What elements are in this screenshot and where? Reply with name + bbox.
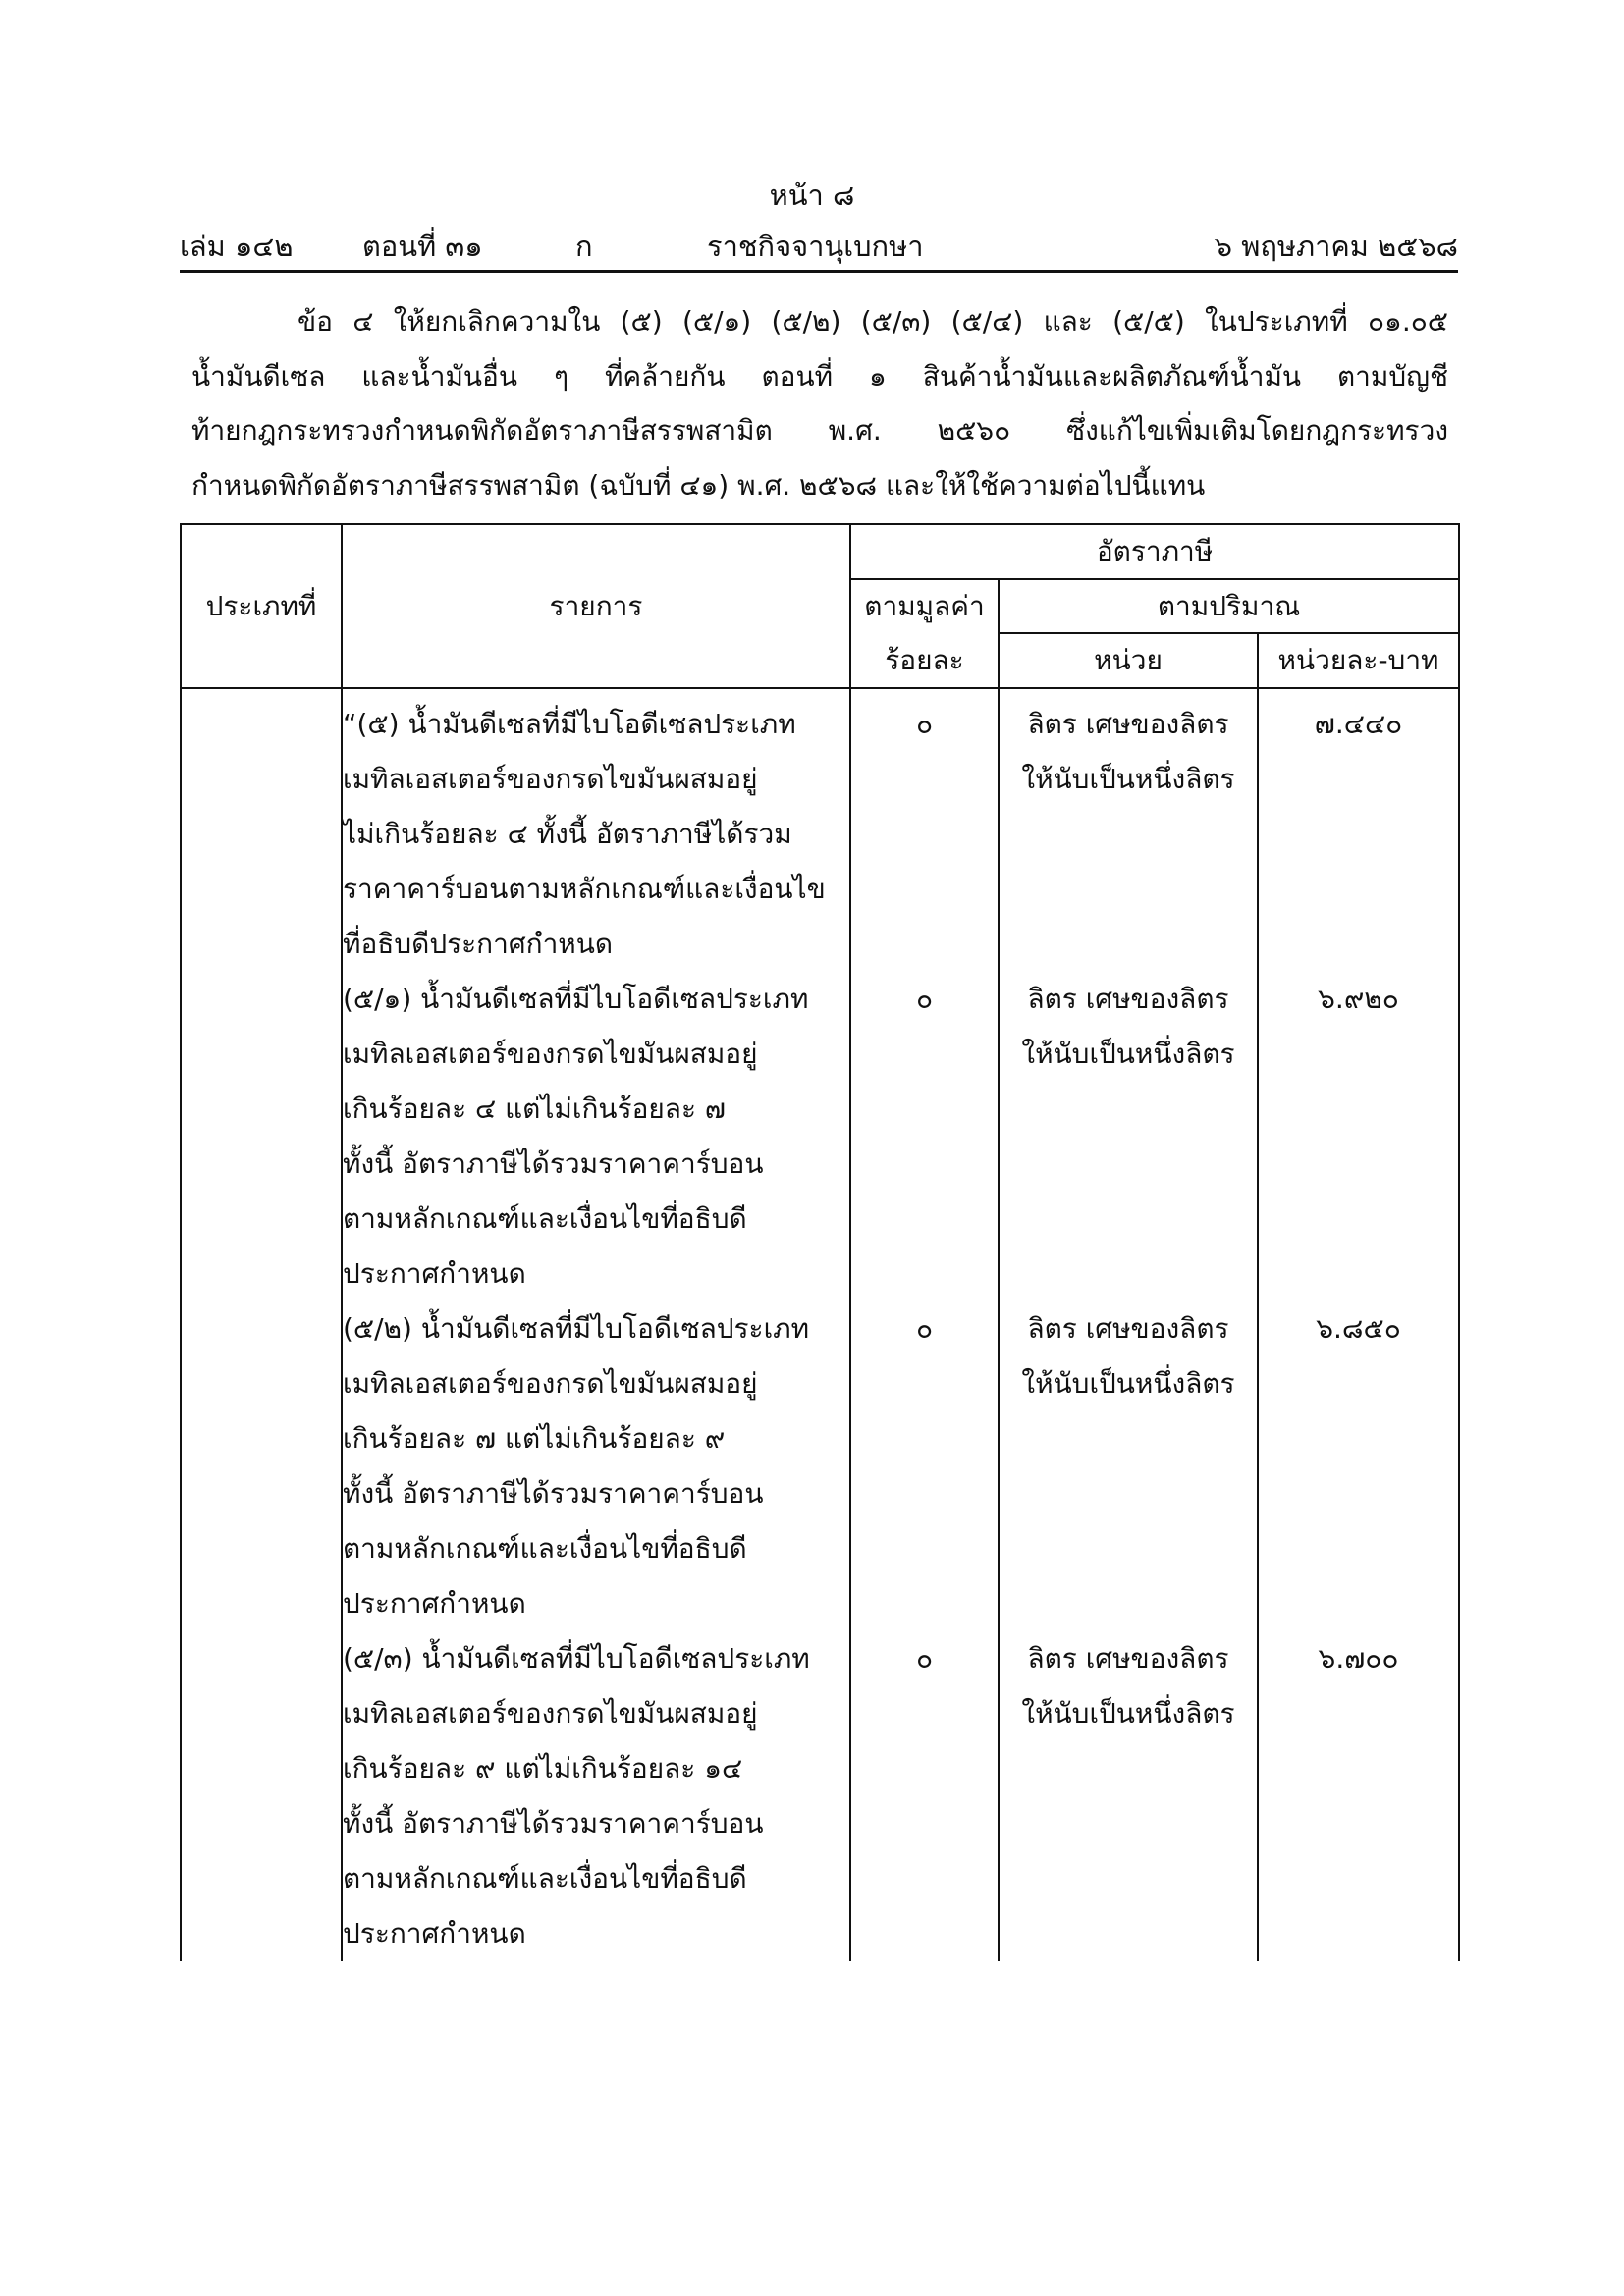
item-description-line: ประกาศกำหนด — [343, 1917, 526, 1949]
unit-line: ให้นับเป็นหนึ่งลิตร — [1021, 763, 1235, 795]
unit-line: ให้นับเป็นหนึ่งลิตร — [1021, 1697, 1235, 1730]
unit-line: ให้นับเป็นหนึ่งลิตร — [1021, 1038, 1235, 1070]
value-rate-cell — [850, 1631, 999, 1961]
item-description-cell — [342, 688, 850, 972]
unit-cell — [999, 1302, 1258, 1631]
item-description-cell — [342, 972, 850, 1302]
item-description-line: ทั้งนี้ อัตราภาษีได้รวมราคาคาร์บอน — [343, 1477, 764, 1510]
category-cell — [181, 972, 342, 1302]
item-description-line: ราคาคาร์บอนตามหลักเกณฑ์และเงื่อนไข — [343, 873, 826, 905]
item-description-line: ตามหลักเกณฑ์และเงื่อนไขที่อธิบดี — [343, 1862, 747, 1895]
intro-line: ท้ายกฎกระทรวงกำหนดพิกัดอัตราภาษีสรรพสามิต พ.ศ. ๒๕๖๐ ซึ่งแก้ไขเพิ่มเติมโดยกฎกระทรวง — [191, 414, 1448, 447]
item-description-line: เกินร้อยละ ๗ แต่ไม่เกินร้อยละ ๙ — [343, 1422, 726, 1455]
header-baht-per-unit: หน่วยละ-บาท — [1258, 633, 1459, 688]
category-cell — [181, 1631, 342, 1961]
value-rate-cell — [850, 972, 999, 1302]
header-tax-rate: อัตราภาษี — [850, 524, 1459, 579]
item-description-line: เกินร้อยละ ๙ แต่ไม่เกินร้อยละ ๑๔ — [343, 1752, 743, 1785]
volume-number: เล่ม ๑๔๒ — [180, 230, 294, 263]
unit-cell — [999, 688, 1258, 972]
header-category: ประเภทที่ — [181, 524, 342, 688]
publication-date: ๖ พฤษภาคม ๒๕๖๘ — [1214, 230, 1458, 263]
value-rate-cell — [850, 688, 999, 972]
item-description-line: ทั้งนี้ อัตราภาษีได้รวมราคาคาร์บอน — [343, 1148, 764, 1180]
baht-per-unit-cell — [1258, 1631, 1459, 1961]
item-description-line: เมทิลเอสเตอร์ของกรดไขมันผสมอยู่ — [343, 763, 758, 795]
page-number: หน้า ๘ — [769, 179, 855, 212]
item-description-line: (๕/๓) น้ำมันดีเซลที่มีไบโอดีเซลประเภท — [343, 1642, 810, 1675]
baht-per-unit-text: ๖.๙๒๐ — [1318, 983, 1399, 1015]
intro-paragraph — [191, 294, 1448, 512]
item-description-line: (๕/๒) น้ำมันดีเซลที่มีไบโอดีเซลประเภท — [343, 1312, 810, 1345]
item-description-line: ที่อธิบดีประกาศกำหนด — [343, 928, 614, 960]
table-row — [181, 688, 1459, 972]
table-row — [181, 972, 1459, 1302]
baht-per-unit-text: ๖.๘๕๐ — [1316, 1312, 1401, 1345]
value-rate-text: ๐ — [915, 1312, 934, 1345]
value-rate-text: ๐ — [915, 1642, 934, 1675]
unit-line: ลิตร เศษของลิตร — [1027, 708, 1229, 740]
item-description-line: ไม่เกินร้อยละ ๔ ทั้งนี้ อัตราภาษีได้รวม — [343, 818, 792, 850]
header-percent: ร้อยละ — [850, 633, 999, 688]
table-row — [181, 1631, 1459, 1961]
section-number: ตอนที่ ๓๑ — [362, 230, 483, 263]
unit-line: ลิตร เศษของลิตร — [1027, 1642, 1229, 1675]
intro-line: น้ำมันดีเซล และน้ำมันอื่น ๆ ที่คล้ายกัน ตอนที่ ๑ สินค้าน้ำมันและผลิตภัณฑ์น้ำมัน ตามบัญชี — [191, 359, 1448, 393]
intro-line: ข้อ ๔ ให้ยกเลิกความใน (๕) (๕/๑) (๕/๒) (๕/๓) (๕/๔) และ (๕/๕) ในประเภทที่ ๐๑.๐๕ — [298, 305, 1448, 338]
item-description-line: เมทิลเอสเตอร์ของกรดไขมันผสมอยู่ — [343, 1367, 758, 1400]
category-cell — [181, 688, 342, 972]
item-description-cell — [342, 1302, 850, 1631]
item-description-line: เมทิลเอสเตอร์ของกรดไขมันผสมอยู่ — [343, 1038, 758, 1070]
item-description-line: ประกาศกำหนด — [343, 1257, 526, 1290]
unit-line: ลิตร เศษของลิตร — [1027, 1312, 1229, 1345]
item-description-line: “(๕) น้ำมันดีเซลที่มีไบโอดีเซลประเภท — [343, 708, 796, 740]
unit-line: ให้นับเป็นหนึ่งลิตร — [1021, 1367, 1235, 1400]
baht-per-unit-text: ๖.๗๐๐ — [1318, 1642, 1399, 1675]
tax-rate-table — [180, 523, 1460, 1961]
value-rate-text: ๐ — [915, 983, 934, 1015]
header-divider — [180, 270, 1458, 273]
unit-cell — [999, 1631, 1258, 1961]
section-part: ก — [575, 230, 593, 263]
baht-per-unit-cell — [1258, 1302, 1459, 1631]
baht-per-unit-text: ๗.๔๔๐ — [1314, 708, 1403, 740]
item-description-line: ตามหลักเกณฑ์และเงื่อนไขที่อธิบดี — [343, 1532, 747, 1565]
gazette-header — [180, 224, 1458, 263]
value-rate-text: ๐ — [915, 708, 934, 740]
item-description-line: ประกาศกำหนด — [343, 1587, 526, 1620]
table-row — [181, 1302, 1459, 1631]
header-unit: หน่วย — [999, 633, 1258, 688]
item-description-line: (๕/๑) น้ำมันดีเซลที่มีไบโอดีเซลประเภท — [343, 983, 809, 1015]
header-item: รายการ — [342, 524, 850, 688]
header-by-value: ตามมูลค่า — [850, 579, 999, 633]
unit-line: ลิตร เศษของลิตร — [1027, 983, 1229, 1015]
intro-line: กำหนดพิกัดอัตราภาษีสรรพสามิต (ฉบับที่ ๔๑) พ.ศ. ๒๕๖๘ และให้ใช้ความต่อไปนี้แทน — [191, 468, 1206, 502]
baht-per-unit-cell — [1258, 972, 1459, 1302]
item-description-line: เมทิลเอสเตอร์ของกรดไขมันผสมอยู่ — [343, 1697, 758, 1730]
item-description-line: เกินร้อยละ ๔ แต่ไม่เกินร้อยละ ๗ — [343, 1093, 726, 1125]
item-description-line: ตามหลักเกณฑ์และเงื่อนไขที่อธิบดี — [343, 1202, 747, 1235]
publication-name: ราชกิจจานุเบกษา — [707, 230, 924, 263]
baht-per-unit-cell — [1258, 688, 1459, 972]
item-description-line: ทั้งนี้ อัตราภาษีได้รวมราคาคาร์บอน — [343, 1807, 764, 1840]
value-rate-cell — [850, 1302, 999, 1631]
header-by-quantity: ตามปริมาณ — [999, 579, 1459, 633]
category-cell — [181, 1302, 342, 1631]
unit-cell — [999, 972, 1258, 1302]
item-description-cell — [342, 1631, 850, 1961]
